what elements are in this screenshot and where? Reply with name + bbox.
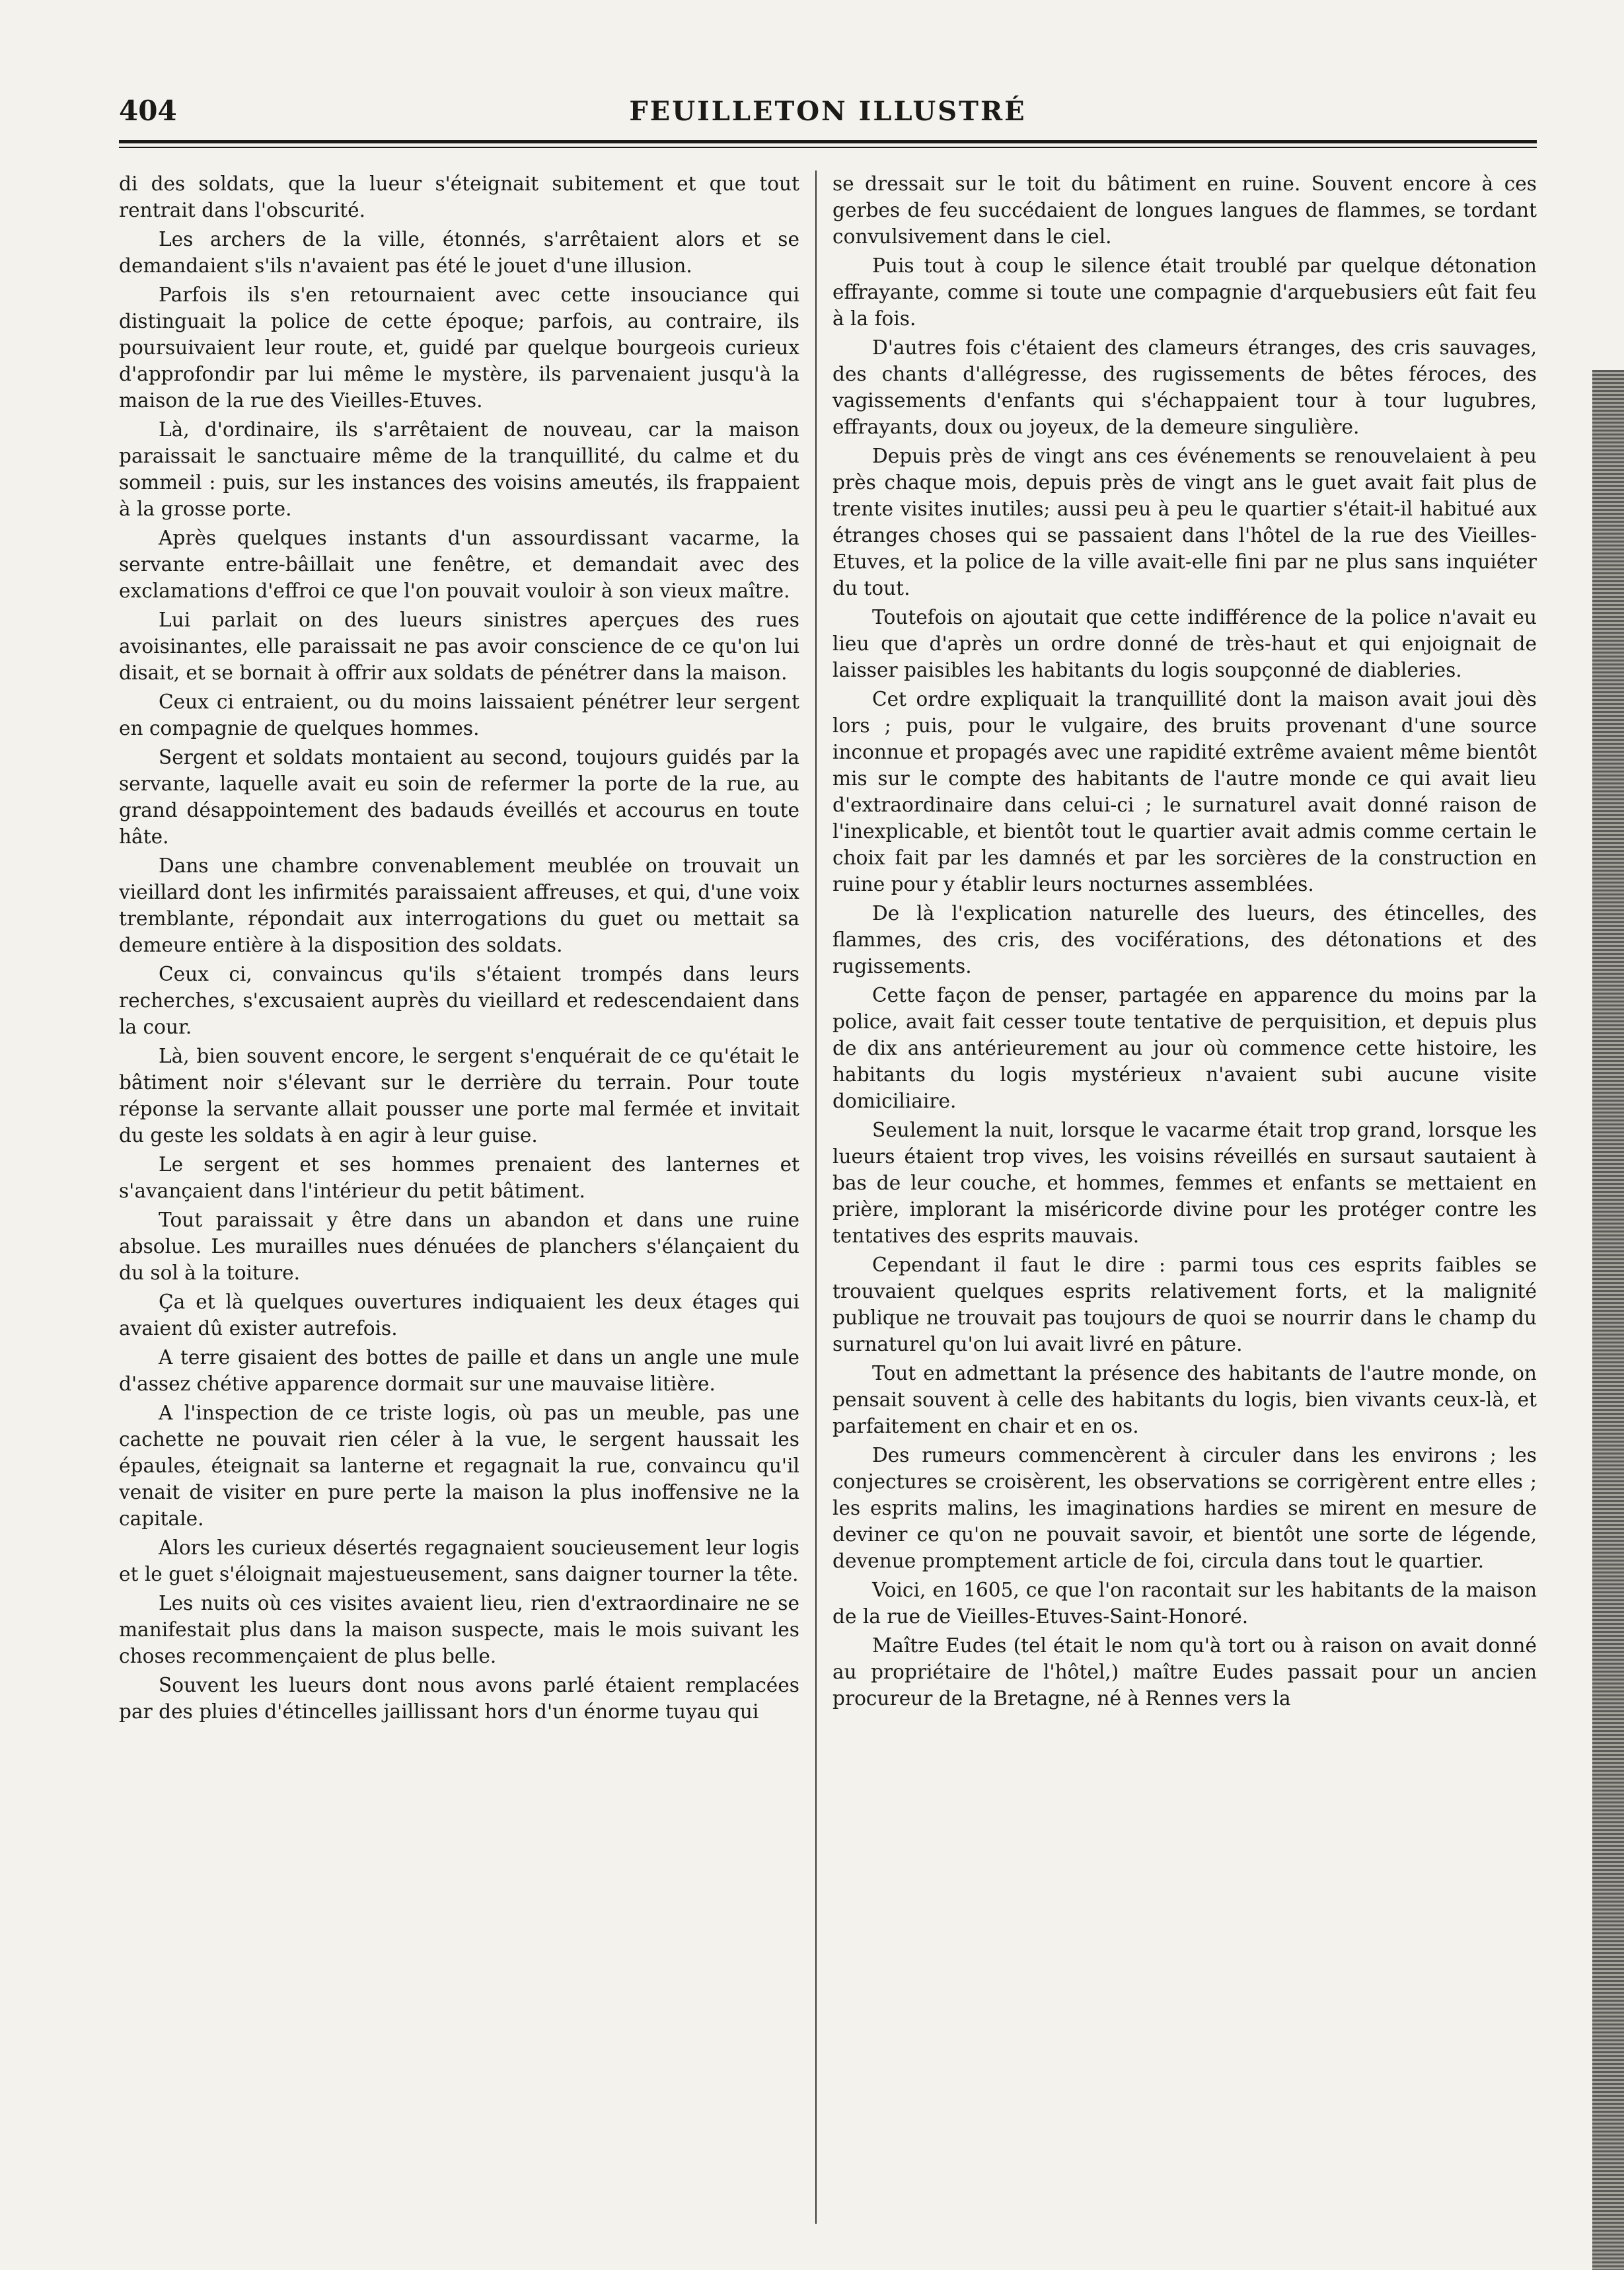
paragraph: se dressait sur le toit du bâtiment en ruine. Souvent encore à ces gerbes de feu succédaient de longues langues de flammes, se tordant convulsivement dans le ciel. [832,172,1537,248]
paragraph: A terre gisaient des bottes de paille et dans un angle une mule d'assez chétive apparence dormait sur une mauvaise litière. [119,1346,799,1395]
paragraph: di des soldats, que la lueur s'éteignait subitement et que tout rentrait dans l'obscurité. [119,172,799,221]
paragraph: Seulement la nuit, lorsque le vacarme était trop grand, lorsque les lueurs étaient trop vives, les voisins réveillés en sursaut sautaient à bas de leur couche, et hommes, femmes et enfants se mettaient en prière, implorant la miséricorde divine pour les protéger contre les tentatives des esprits mauvais. [832,1119,1537,1247]
paragraph: Maître Eudes (tel était le nom qu'à tort ou à raison on avait donné au propriétaire de l'hôtel,) maître Eudes passait pour un ancien procureur de la Bretagne, né à Rennes vers la [832,1634,1537,1710]
paragraph: Toutefois on ajoutait que cette indifférence de la police n'avait eu lieu que d'après un ordre donné de très-haut et qui enjoignait de laisser paisibles les habitants du logis soupçonné de diableries. [832,606,1537,681]
paragraph: Là, d'ordinaire, ils s'arrêtaient de nouveau, car la maison paraissait le sanctuaire même de la tranquillité, du calme et du sommeil : puis, sur les instances des voisins ameutés, ils frappaient à la grosse porte. [119,418,799,520]
paragraph: Les nuits où ces visites avaient lieu, rien d'extraordinaire ne se manifestait plus dans la maison suspecte, mais le mois suivant les choses recommençaient de plus belle. [119,1592,799,1667]
left-column [119,170,799,2224]
paragraph: Alors les curieux désertés regagnaient soucieusement leur logis et le guet s'éloignait majestueusement, sans daigner tourner la tête. [119,1536,799,1585]
paragraph: Après quelques instants d'un assourdissant vacarme, la servante entre-bâillait une fenêtre, et demandait avec des exclamations d'effroi ce que l'on pouvait vouloir à son vieux maître. [119,527,799,602]
running-title: FEUILLETON ILLUSTRÉ [629,96,1027,127]
paragraph: Cependant il faut le dire : parmi tous ces esprits faibles se trouvaient quelques esprits relativement forts, et la malignité publique ne trouvait pas toujours de quoi se nourrir dans le champ du surnaturel qu'on lui avait livré en pâture. [832,1254,1537,1355]
paragraph: Ceux ci entraient, ou du moins laissaient pénétrer leur sergent en compagnie de quelques hommes. [119,691,799,739]
paragraph: Là, bien souvent encore, le sergent s'enquérait de ce qu'était le bâtiment noir s'élevant sur le derrière du terrain. Pour toute réponse la servante allait pousser une porte mal fermée et invitait du geste les soldats à en agir à leur guise. [119,1045,799,1147]
paragraph: Puis tout à coup le silence était troublé par quelque détonation effrayante, comme si toute une compagnie d'arquebusiers eût fait feu à la fois. [832,254,1537,330]
header-rule [119,140,1537,143]
paragraph: Ça et là quelques ouvertures indiquaient les deux étages qui avaient dû exister autrefois. [119,1291,799,1340]
paragraph: A l'inspection de ce triste logis, où pas un meuble, pas une cachette ne pouvait rien céler à la vue, le sergent haussait les épaules, éteignait sa lanterne et regagnait la rue, convaincu qu'il venait de visiter en pure perte la maison la plus inoffensive ne la capitale. [119,1402,799,1530]
paragraph: Tout paraissait y être dans un abandon et dans une ruine absolue. Les murailles nues dénuées de planchers s'élançaient du du sol à la toiture. [119,1209,799,1284]
scan-edge [1592,370,1624,2270]
paragraph: Lui parlait on des lueurs sinistres aperçues des rues avoisinantes, elle paraissait ne pas avoir conscience de ce qu'on lui disait, et se bornait à offrir aux soldats de pénétrer dans la maison. [119,609,799,684]
paragraph: Parfois ils s'en retournaient avec cette insouciance qui distinguait la police de cette époque; parfois, au contraire, ils poursuivaient leur route, et, guidé par quelque bourgeois curieux d'approfondir par lui même le mystère, ils parvenaient jusqu'à la maison de la rue des Vieilles-Etuves. [119,284,799,412]
paragraph: D'autres fois c'étaient des clameurs étranges, des cris sauvages, des chants d'allégresse, des rugissements de bêtes féroces, des vagissements d'enfants qui s'échappaient tour à tour lugubres, effrayants, doux ou joyeux, de la demeure singulière. [832,336,1537,438]
paragraph: Souvent les lueurs dont nous avons parlé étaient remplacées par des pluies d'étincelles jaillissant hors d'un énorme tuyau qui [119,1674,799,1723]
paragraph: Sergent et soldats montaient au second, toujours guidés par la servante, laquelle avait eu soin de refermer la porte de la rue, au grand désappointement des badauds éveillés et accourus en toute hâte. [119,746,799,848]
paragraph: Cette façon de penser, partagée en apparence du moins par la police, avait fait cesser toute tentative de perquisition, et depuis plus de dix ans antérieurement au jour où commence cette histoire, les habitants du logis mystérieux n'avaient subi aucune visite domiciliaire. [832,984,1537,1112]
paragraph: De là l'explication naturelle des lueurs, des étincelles, des flammes, des cris, des vociférations, des détonations et des rugissements. [832,902,1537,977]
paragraph: Des rumeurs commencèrent à circuler dans les environs ; les conjectures se croisèrent, les observations se corrigèrent entre elles ; les esprits malins, les imaginations hardies se mirent en mesure de deviner ce qu'on ne pouvait savoir, et bientôt une sorte de légende, devenue promptement article de foi, circula dans tout le quartier. [832,1444,1537,1572]
paragraph: Dans une chambre convenablement meublée on trouvait un vieillard dont les infirmités paraissaient affreuses, et qui, d'une voix tremblante, répondait aux interrogations du guet ou mettait sa demeure entière à la disposition des soldats. [119,854,799,956]
header-rule-thin [119,147,1537,148]
paragraph: Les archers de la ville, étonnés, s'arrêtaient alors et se demandaient s'ils n'avaient pas été le jouet d'une illusion. [119,228,799,277]
paragraph: Ceux ci, convaincus qu'ils s'étaient trompés dans leurs recherches, s'excusaient auprès du vieillard et redescendaient dans la cour. [119,963,799,1038]
paragraph: Le sergent et ses hommes prenaient des lanternes et s'avançaient dans l'intérieur du petit bâtiment. [119,1153,799,1202]
page-header [119,89,1537,135]
paragraph: Cet ordre expliquait la tranquillité dont la maison avait joui dès lors ; puis, pour le vulgaire, des bruits provenant d'une source inconnue et propagés avec une rapidité extrême avaient même bientôt mis sur le compte des habitants de l'autre monde ce qui avait lieu d'extraordinaire dans celui-ci ; le surnaturel avait donné raison de l'inexplicable, et bientôt tout le quartier avait admis comme certain le choix fait par les damnés et par les sorcières de la construction en ruine pour y établir leurs nocturnes assemblées. [832,688,1537,895]
page-number: 404 [119,95,177,127]
paragraph: Depuis près de vingt ans ces événements se renouvelaient à peu près chaque mois, depuis près de vingt ans le guet avait fait plus de trente visites inutiles; aussi peu à peu le quartier s'était-il habitué aux étranges choses qui se passaient dans l'hôtel de la rue des Vieilles-Etuves, et la police de la ville avait-elle fini par ne plus sans inquiéter du tout. [832,445,1537,599]
paragraph: Voici, en 1605, ce que l'on racontait sur les habitants de la maison de la rue de Vieilles-Etuves-Saint-Honoré. [832,1579,1537,1628]
paragraph: Tout en admettant la présence des habitants de l'autre monde, on pensait souvent à celle des habitants du logis, bien vivants ceux-là, et parfaitement en chair et en os. [832,1362,1537,1437]
column-divider [815,170,817,2224]
right-column [832,170,1537,2224]
